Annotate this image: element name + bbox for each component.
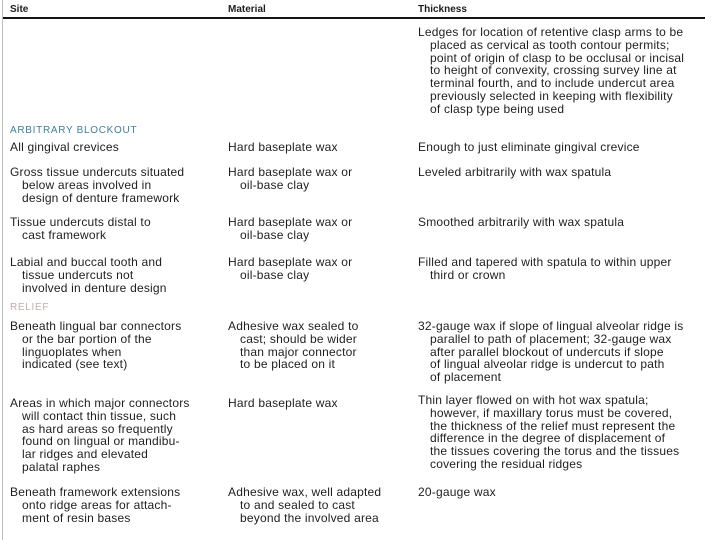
header-rule: [3, 17, 705, 19]
table-row: [0, 215, 720, 242]
table-row: [0, 319, 720, 385]
table-row: [0, 485, 720, 525]
site-cell: Tissue undercuts distal to cast framework: [10, 215, 151, 242]
thickness-cell: Filled and tapered with spatula to within upper third or crown: [418, 255, 672, 282]
section-heading-relief: RELIEF: [10, 302, 50, 313]
site-cell: Beneath lingual bar connectors or the bar portion of the linguoplates when indicated (see text): [10, 319, 182, 372]
thickness-cell: Ledges for location of retentive clasp arms to be placed as cervical as tooth contour permits; point of origin of clasp to be occlusal or incisal to height of convexity, crossing survey line at terminal fourth, and to include undercut area previously selected in keeping with flexibility of clasp type being used: [418, 25, 685, 116]
thickness-cell: Thin layer flowed on with hot wax spatula; however, if maxillary torus must be covered, the thickness of the relief must represent the difference in the degree of displacement of the tissues covering the torus and the tissues covering the residual ridges: [418, 393, 680, 471]
table-row: [0, 165, 720, 205]
site-cell: Beneath framework extensions onto ridge areas for attach- ment of resin bases: [10, 485, 181, 525]
site-cell: All gingival crevices: [10, 140, 119, 154]
material-cell: Hard baseplate wax: [228, 140, 338, 154]
page-edge-line: [2, 0, 3, 540]
thickness-cell: Enough to just eliminate gingival crevice: [418, 140, 640, 154]
section-heading-arbitrary-blockout: ARBITRARY BLOCKOUT: [10, 125, 138, 136]
material-cell: Adhesive wax, well adapted to and sealed to cast beyond the involved area: [228, 485, 382, 525]
site-cell: Labial and buccal tooth and tissue undercuts not involved in denture design: [10, 255, 167, 295]
table-row-continued: [0, 25, 720, 116]
material-cell: Hard baseplate wax or oil-base clay: [228, 165, 353, 192]
material-cell: Hard baseplate wax or oil-base clay: [228, 215, 353, 242]
table-row: [0, 140, 720, 154]
material-cell: Hard baseplate wax: [228, 396, 338, 410]
header-thickness: Thickness: [418, 4, 467, 15]
table-row: [0, 255, 720, 295]
thickness-cell: Smoothed arbitrarily with wax spatula: [418, 215, 625, 229]
thickness-cell: 32-gauge wax if slope of lingual alveolar ridge is parallel to path of placement; 32-gauge wax after parallel blockout of undercuts if slope of lingual alveolar ridge is undercut to path of placement: [418, 319, 684, 385]
thickness-cell: 20-gauge wax: [418, 485, 496, 499]
site-cell: Areas in which major connectors will contact thin tissue, such as hard areas so frequently found on lingual or mandibu- lar ridges and elevated palatal raphes: [10, 396, 190, 474]
header-site: Site: [10, 4, 29, 15]
site-cell: Gross tissue undercuts situated below areas involved in design of denture framework: [10, 165, 185, 205]
thickness-cell: Leveled arbitrarily with wax spatula: [418, 165, 612, 179]
header-material: Material: [228, 4, 266, 15]
material-cell: Adhesive wax sealed to cast; should be wider than major connector to be placed on it: [228, 319, 359, 372]
material-cell: Hard baseplate wax or oil-base clay: [228, 255, 353, 282]
table-row: [0, 393, 720, 474]
